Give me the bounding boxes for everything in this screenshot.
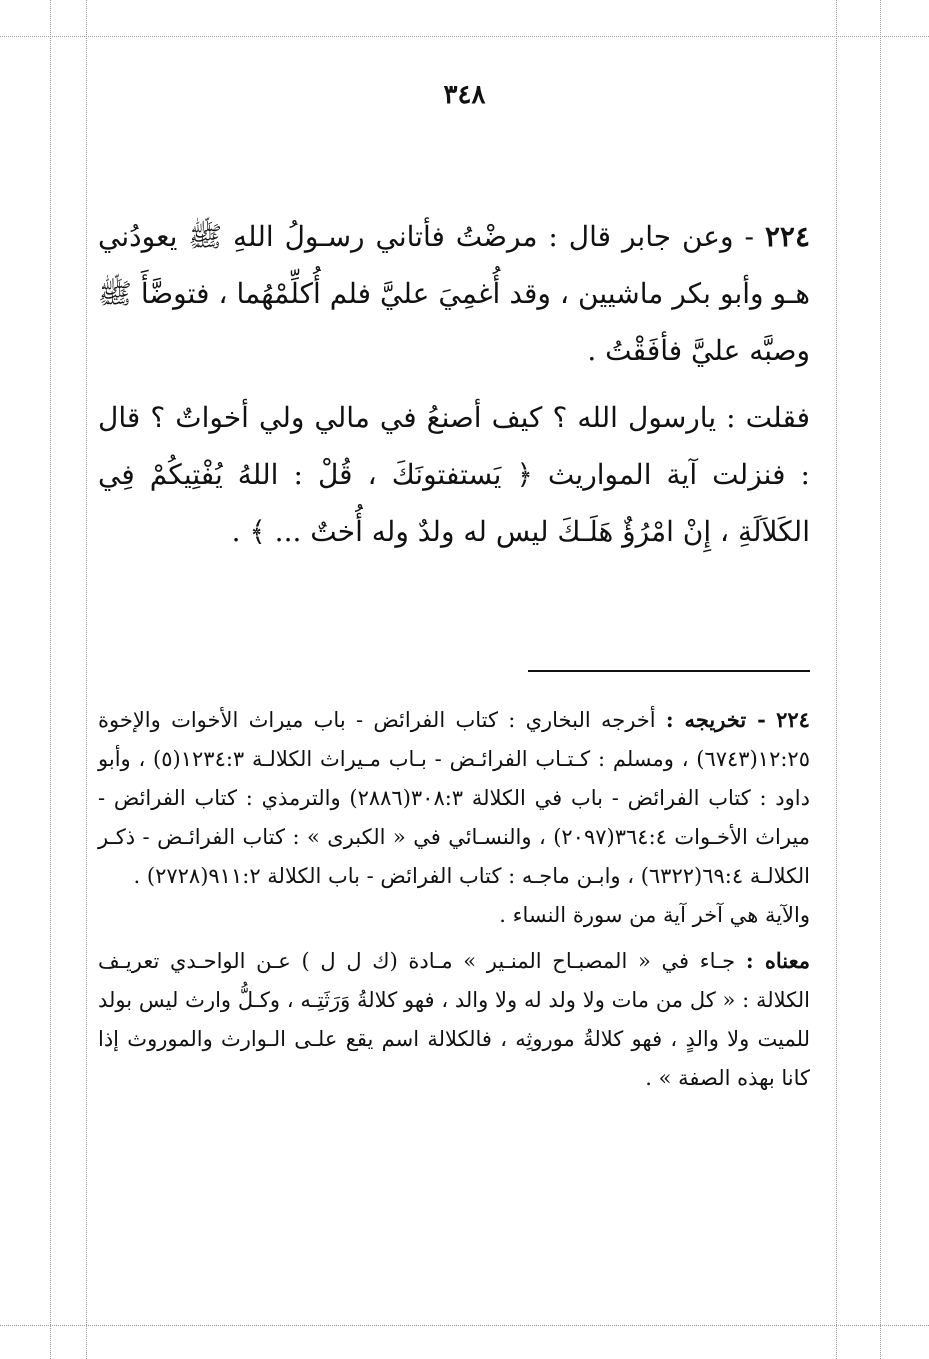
scan-guide-line xyxy=(0,1325,929,1326)
scan-guide-line xyxy=(50,0,51,1359)
scan-guide-line xyxy=(880,0,881,1359)
scan-guide-line xyxy=(0,36,929,37)
takhrij-text: أخرجه البخاري : كتاب الفرائض - باب ميراث الأخوات والإخوة ١٢:٢٥(٦٧٤٣) ، ومسلم : كـتـاب الفرائـض - بـاب مـيراث الكلالـة ١٢٣٤:٣(٥) ، وأبو داود : كتاب الفرائض - باب في الكلالة ٣٠٨:٣(٢٨٨٦) والترمذي : كتاب الفرائض - ميراث الأخـوات ٣٦٤:٤(٢٠٩٧) ، والنسـائي في « الكبرى » : كتاب الفرائـض - ذكـر الكلالـة ٦٩:٤(٦٣٢٢) ، وابـن ماجـه : كتاب الفرائض - باب الكلالة ٩١١:٢(٢٧٢٨) . xyxy=(98,708,811,888)
hadith-number: ٢٢٤ xyxy=(764,220,810,253)
footnote-divider xyxy=(528,670,810,672)
verse-note: والآية هي آخر آية من سورة النساء . xyxy=(499,903,810,927)
takhrij-label: - تخريجه : xyxy=(665,707,766,732)
meaning-label: معناه : xyxy=(745,948,810,973)
hadith-narration xyxy=(98,208,810,379)
page-number: ٣٤٨ xyxy=(443,80,486,110)
takhrij-number: ٢٢٤ xyxy=(776,707,810,732)
hadith-question: فقلت : يارسول الله ؟ كيف أصنعُ في مالي ولي أخواتٌ ؟ قال : فنزلت آية المواريث ﴿ يَستفتونَكَ ، قُلْ : اللهُ يُفْتِيكُمْ فِي الكَلاَلَةِ ، إِنْ امْرُؤٌ هَلَـكَ ليس له ولدٌ وله أُختٌ ... ﴾ . xyxy=(98,401,810,548)
meaning-note xyxy=(98,941,810,1098)
hadith-narration-text: - وعن جابر قال : مرضْتُ فأتاني رسـولُ اللهِ ﷺ يعودُني هـو وأبو بكر ماشيين ، وقد أُغمِيَ عليَّ فلم أُكلِّمْهُما ، فتوضَّأَ ﷺ وصبَّه عليَّ فأفَقْتُ . xyxy=(98,220,810,367)
scan-guide-line xyxy=(836,0,837,1359)
footnotes xyxy=(98,700,810,1098)
scan-guide-line xyxy=(86,0,87,1359)
meaning-text: جـاء في « المصبـاح المنـير » مـادة (ك ل ل ) عـن الواحـدي تعريـف الكلالة : « كل من مات ولا ولد له ولا والد ، فهو كلالةُ وَرَثَتِـه ، وكـلُّ وارث ليس بولد للميت ولا والدٍ ، فهو كلالةُ موروثِه ، فالكلالة اسم يقع علـى الـوارث والموروث إذا كانا بهذه الصفة » . xyxy=(98,949,810,1090)
takhrij-note xyxy=(98,700,810,896)
hadith-text xyxy=(98,208,810,560)
